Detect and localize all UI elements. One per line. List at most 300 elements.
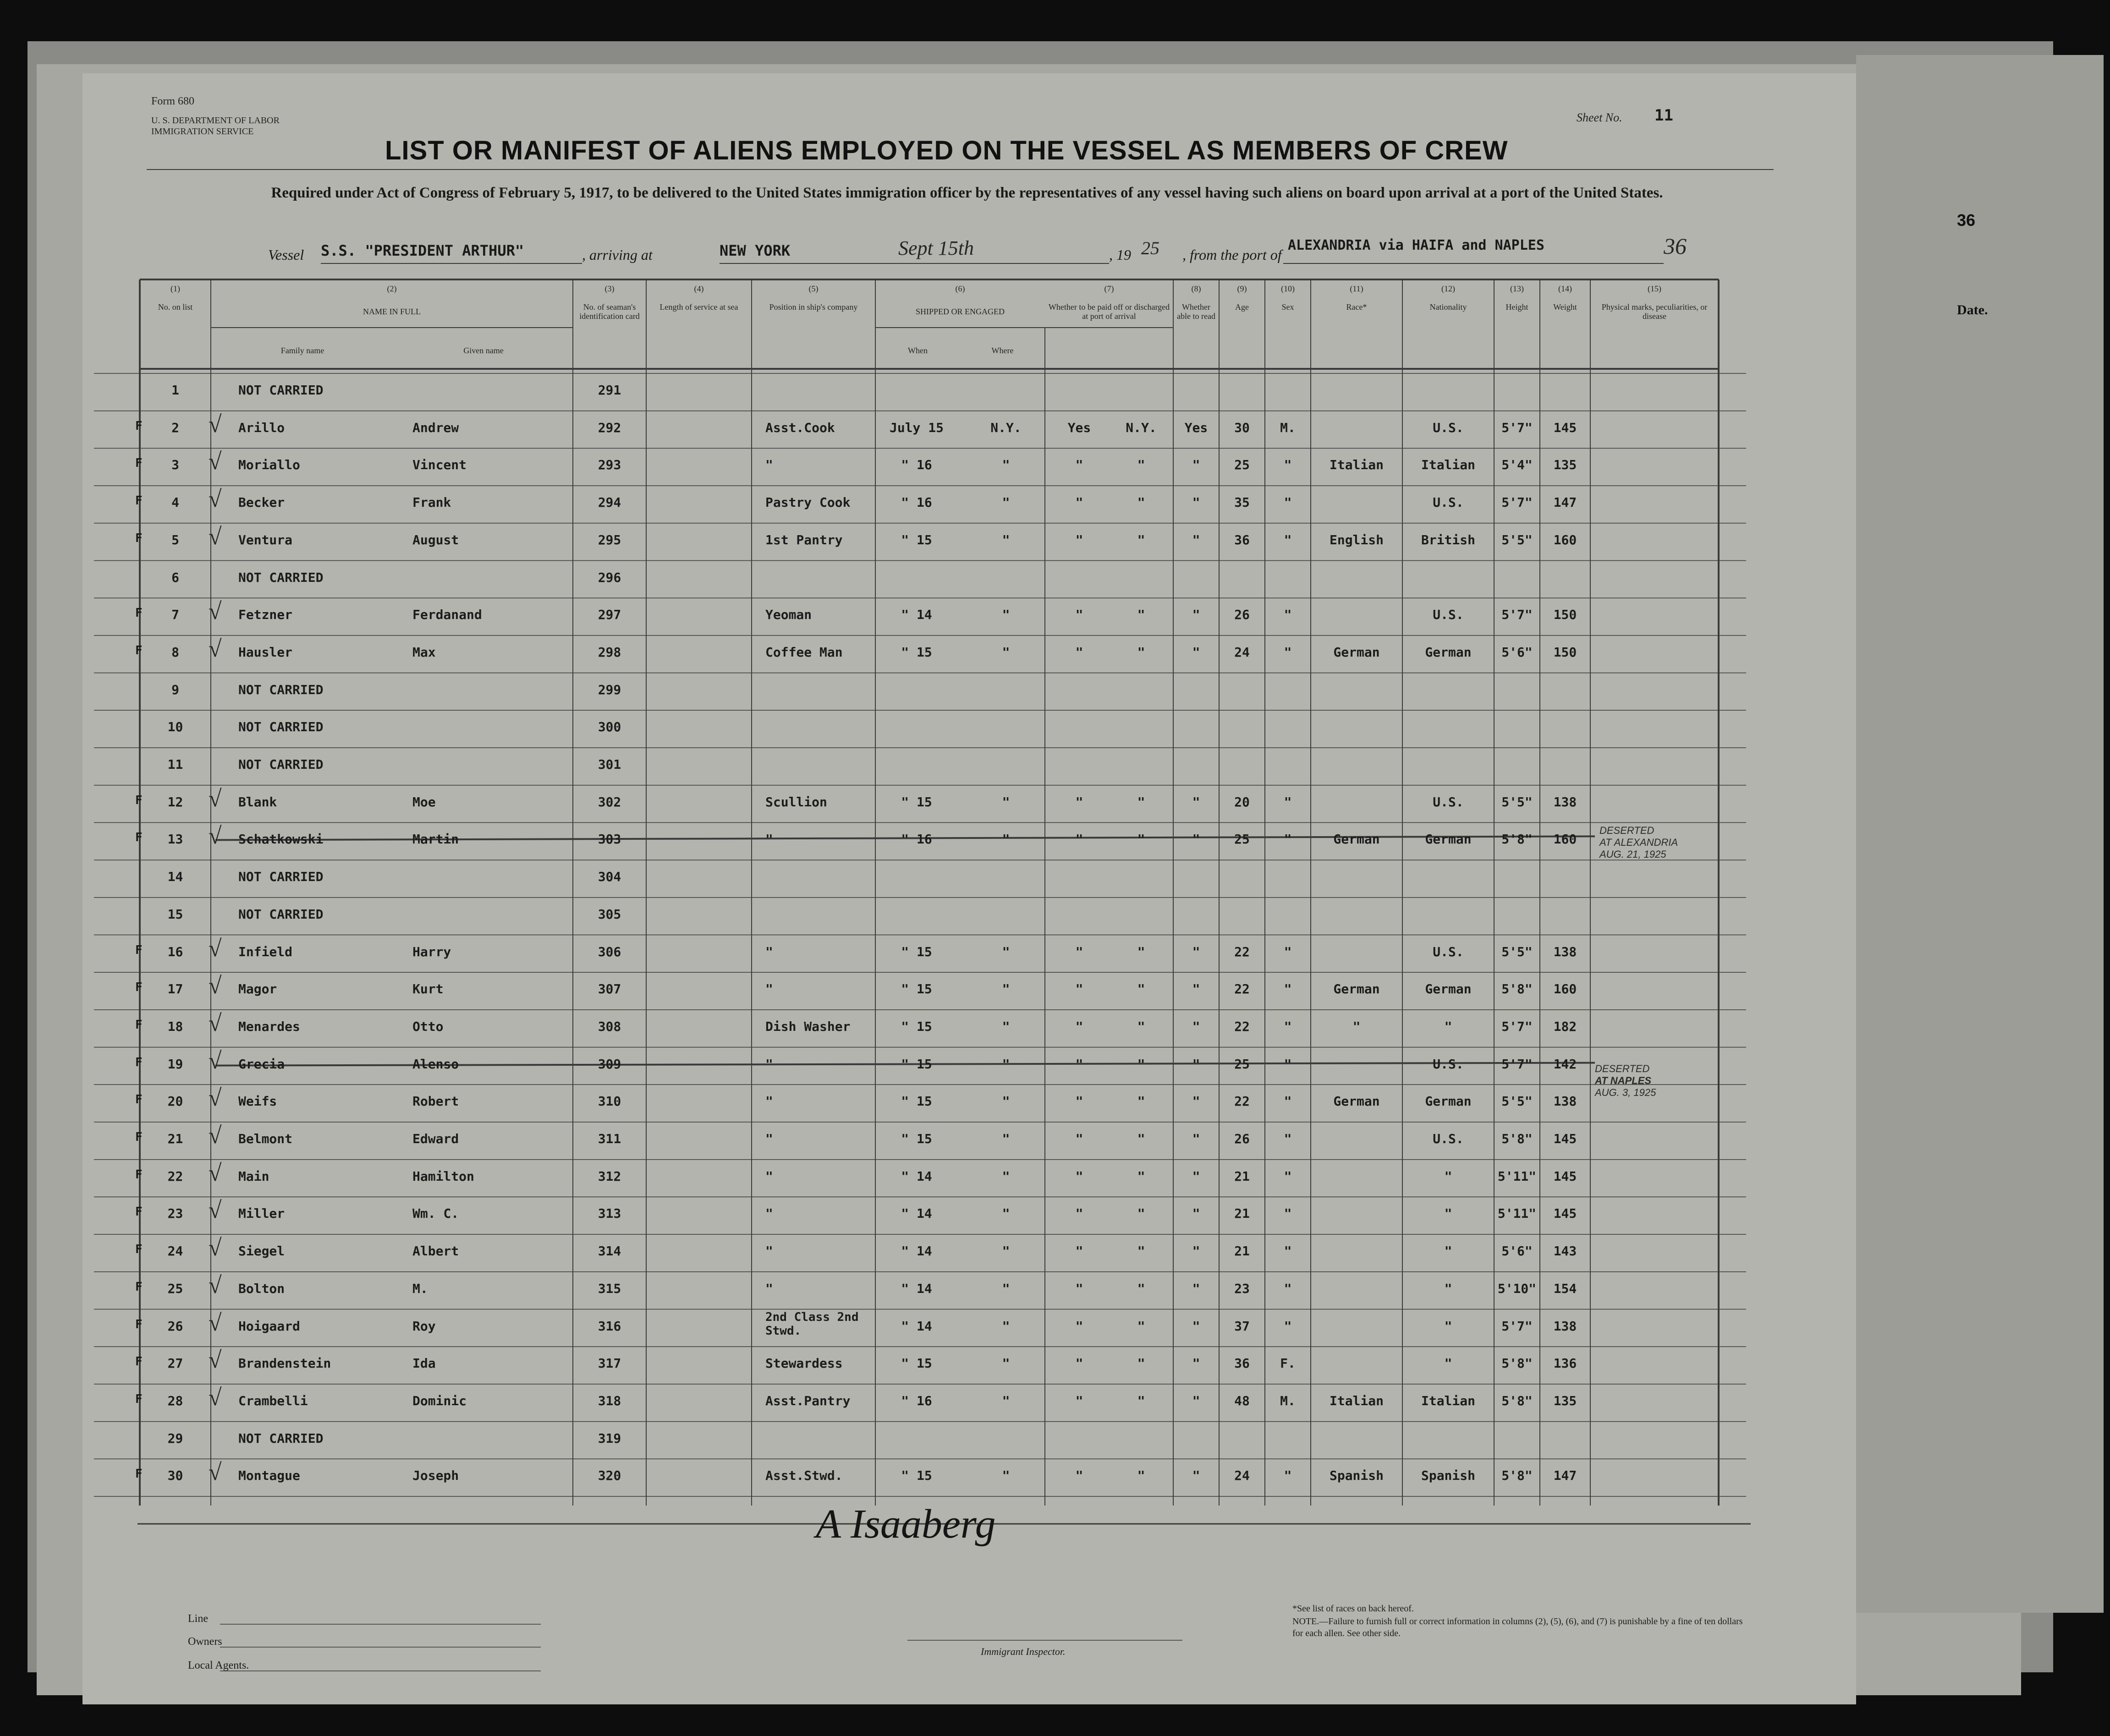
row-20-nat: German xyxy=(1425,1094,1472,1109)
row-3-read: " xyxy=(1192,457,1200,473)
row-25-nat: " xyxy=(1444,1281,1452,1296)
row-18-weight: 182 xyxy=(1553,1019,1577,1034)
row-22-age: 21 xyxy=(1234,1168,1250,1184)
row-28-pos: Asst.Pantry xyxy=(765,1393,851,1408)
check-mark: √ xyxy=(209,1235,222,1261)
row-8-given: Max xyxy=(412,644,436,660)
row-26-read: " xyxy=(1192,1318,1200,1334)
margin-f-mark: F xyxy=(135,831,143,845)
row-4-card: 294 xyxy=(598,495,621,510)
row-30-family: Montague xyxy=(238,1468,300,1484)
row-17-given: Kurt xyxy=(412,981,444,997)
row-24-height: 5'6" xyxy=(1501,1243,1533,1259)
row-3-when: " 16 xyxy=(901,457,932,473)
row-30-pos: Asst.Stwd. xyxy=(765,1468,843,1484)
row-1-card: 291 xyxy=(598,383,621,398)
row-4-when: " 16 xyxy=(901,495,932,510)
row-23-paid: " xyxy=(1075,1206,1083,1221)
row-17-read: " xyxy=(1192,981,1200,997)
departure-port: ALEXANDRIA via HAIFA and NAPLES xyxy=(1288,237,1544,253)
manifest-title: LIST OR MANIFEST OF ALIENS EMPLOYED ON THE VESSEL AS MEMBERS OF CREW xyxy=(385,136,1508,165)
row-3-where: " xyxy=(1002,457,1010,473)
row-16-card: 306 xyxy=(598,944,621,959)
table-rules xyxy=(82,73,1856,1704)
check-mark: √ xyxy=(209,411,222,438)
row-18-pos: Dish Washer xyxy=(765,1019,851,1034)
row-6-no: 6 xyxy=(171,570,179,585)
row-13-height: 5'8" xyxy=(1501,832,1533,847)
row-22-paid: " xyxy=(1075,1168,1083,1184)
row-19-sex: " xyxy=(1284,1056,1292,1072)
row-16-where: " xyxy=(1002,944,1010,959)
row-19-paid: " xyxy=(1075,1056,1083,1072)
footer-penalty-note: NOTE.—Failure to furnish full or correct information in columns (2), (5), (6), and (7) is punishable by a fine of ten dollars for each allen. See other side. xyxy=(1292,1616,1743,1638)
row-27-family: Brandenstein xyxy=(238,1356,331,1371)
column-number-15: (15) xyxy=(1648,284,1661,293)
row-28-nat: Italian xyxy=(1421,1393,1475,1408)
row-25-age: 23 xyxy=(1234,1281,1250,1296)
row-5-pos: 1st Pantry xyxy=(765,532,843,548)
margin-f-mark: F xyxy=(135,1317,143,1331)
row-2-sex: M. xyxy=(1280,420,1296,435)
column-header-15: Physical marks, peculiarities, or disease xyxy=(1601,302,1708,321)
row-7-age: 26 xyxy=(1234,607,1250,623)
row-28-paid_at: " xyxy=(1137,1393,1145,1408)
row-22-when: " 14 xyxy=(901,1168,932,1184)
row-19-family: Grecia xyxy=(238,1056,285,1072)
row-19-where: " xyxy=(1002,1056,1010,1072)
margin-f-mark: F xyxy=(135,980,143,995)
row-21-no: 21 xyxy=(167,1131,183,1146)
row-22-pos: " xyxy=(765,1168,773,1184)
column-header-13: Height xyxy=(1506,302,1528,312)
row-2-given: Andrew xyxy=(412,420,459,435)
row-13-when: " 16 xyxy=(901,832,932,847)
row-3-pos: " xyxy=(765,457,773,473)
row-5-given: August xyxy=(412,532,459,548)
margin-f-mark: F xyxy=(135,1355,143,1369)
manifest-page xyxy=(82,73,1856,1704)
row-26-given: Roy xyxy=(412,1318,436,1334)
row-13-where: " xyxy=(1002,832,1010,847)
check-mark: √ xyxy=(209,1160,222,1186)
row-5-where: " xyxy=(1002,532,1010,548)
column-number-1: (1) xyxy=(170,284,180,293)
column-header-3: No. of seaman's identification card xyxy=(579,302,640,321)
row-4-sex: " xyxy=(1284,495,1292,510)
row-16-nat: U.S. xyxy=(1433,944,1464,959)
row-28-when: " 16 xyxy=(901,1393,932,1408)
row-17-nat: German xyxy=(1425,981,1472,997)
row-15-no: 15 xyxy=(167,906,183,922)
row-26-card: 316 xyxy=(598,1318,621,1334)
column-header-12: Nationality xyxy=(1429,302,1467,312)
row-13-race: German xyxy=(1333,832,1380,847)
row-7-where: " xyxy=(1002,607,1010,623)
row-29-card: 319 xyxy=(598,1430,621,1446)
row-30-when: " 15 xyxy=(901,1468,932,1484)
check-mark: √ xyxy=(209,486,222,513)
row-18-no: 18 xyxy=(167,1019,183,1034)
row-23-no: 23 xyxy=(167,1206,183,1221)
row-28-card: 318 xyxy=(598,1393,621,1408)
row-17-age: 22 xyxy=(1234,981,1250,997)
row-3-family: Moriallo xyxy=(238,457,300,473)
row-25-card: 315 xyxy=(598,1281,621,1296)
row-27-read: " xyxy=(1192,1356,1200,1371)
row-30-weight: 147 xyxy=(1553,1468,1577,1484)
row-5-age: 36 xyxy=(1234,532,1250,548)
manifest-subtitle: Required under Act of Congress of February 5, 1917, to be delivered to the United States immigration officer by the representatives of any vessel having such aliens on board upon arrival at a port of the United States. xyxy=(271,185,1663,201)
row-12-where: " xyxy=(1002,794,1010,810)
row-13-given: Martin xyxy=(412,832,459,847)
row-16-pos: " xyxy=(765,944,773,959)
row-23-when: " 14 xyxy=(901,1206,932,1221)
row-28-age: 48 xyxy=(1234,1393,1250,1408)
row-12-family: Blank xyxy=(238,794,277,810)
row-16-no: 16 xyxy=(167,944,183,959)
row-8-height: 5'6" xyxy=(1501,644,1533,660)
row-3-age: 25 xyxy=(1234,457,1250,473)
row-12-sex: " xyxy=(1284,794,1292,810)
row-23-pos: " xyxy=(765,1206,773,1221)
row-27-given: Ida xyxy=(412,1356,436,1371)
row-25-where: " xyxy=(1002,1281,1010,1296)
row-28-family: Crambelli xyxy=(238,1393,308,1408)
row-26-where: " xyxy=(1002,1318,1010,1334)
column-number-8: (8) xyxy=(1191,284,1201,293)
row-27-paid: " xyxy=(1075,1356,1083,1371)
row-4-weight: 147 xyxy=(1553,495,1577,510)
row-7-pos: Yeoman xyxy=(765,607,812,623)
row-7-paid: " xyxy=(1075,607,1083,623)
margin-f-mark: F xyxy=(135,531,143,545)
column-subheader-2-1: Family name xyxy=(280,346,324,355)
row-27-age: 36 xyxy=(1234,1356,1250,1371)
row-17-pos: " xyxy=(765,981,773,997)
row-18-age: 22 xyxy=(1234,1019,1250,1034)
row-8-paid: " xyxy=(1075,644,1083,660)
row-18-family: Menardes xyxy=(238,1019,300,1034)
row-26-weight: 138 xyxy=(1553,1318,1577,1334)
row-4-no: 4 xyxy=(171,495,179,510)
check-mark: √ xyxy=(209,1010,222,1036)
row-26-when: " 14 xyxy=(901,1318,932,1334)
row-24-sex: " xyxy=(1284,1243,1292,1259)
row-16-age: 22 xyxy=(1234,944,1250,959)
row-4-pos: Pastry Cook xyxy=(765,495,851,510)
inspector-signature: A Isaaberg xyxy=(816,1501,996,1547)
row-5-when: " 15 xyxy=(901,532,932,548)
row-3-no: 3 xyxy=(171,457,179,473)
margin-f-mark: F xyxy=(135,943,143,957)
row-12-weight: 138 xyxy=(1553,794,1577,810)
row-13-age: 25 xyxy=(1234,832,1250,847)
row-16-read: " xyxy=(1192,944,1200,959)
row-27-pos: Stewardess xyxy=(765,1356,843,1371)
row-25-read: " xyxy=(1192,1281,1200,1296)
row-7-card: 297 xyxy=(598,607,621,623)
row-28-race: Italian xyxy=(1329,1393,1384,1408)
row-25-sex: " xyxy=(1284,1281,1292,1296)
from-port-label: , from the port of xyxy=(1182,246,1282,263)
row-16-sex: " xyxy=(1284,944,1292,959)
row-3-card: 293 xyxy=(598,457,621,473)
row-19-nat: U.S. xyxy=(1433,1056,1464,1072)
row-11-no: 11 xyxy=(167,757,183,772)
row-24-paid: " xyxy=(1075,1243,1083,1259)
row-23-nat: " xyxy=(1444,1206,1452,1221)
row-20-paid_at: " xyxy=(1137,1094,1145,1109)
row-23-given: Wm. C. xyxy=(412,1206,459,1221)
row-17-no: 17 xyxy=(167,981,183,997)
row-17-where: " xyxy=(1002,981,1010,997)
row-2-paid: Yes xyxy=(1067,420,1091,435)
row-25-given: M. xyxy=(412,1281,428,1296)
row-7-given: Ferdanand xyxy=(412,607,482,623)
row-30-race: Spanish xyxy=(1329,1468,1384,1484)
row-3-paid: " xyxy=(1075,457,1083,473)
row-3-weight: 135 xyxy=(1553,457,1577,473)
row-5-family: Ventura xyxy=(238,532,293,548)
row-26-nat: " xyxy=(1444,1318,1452,1334)
corner-number: 36 xyxy=(1664,233,1687,259)
vessel-name: S.S. "PRESIDENT ARTHUR" xyxy=(321,242,524,259)
row-2-height: 5'7" xyxy=(1501,420,1533,435)
row-30-card: 320 xyxy=(598,1468,621,1484)
row-26-paid_at: " xyxy=(1137,1318,1145,1334)
row-14-family: NOT CARRIED xyxy=(238,869,324,885)
row-25-weight: 154 xyxy=(1553,1281,1577,1296)
row-27-card: 317 xyxy=(598,1356,621,1371)
row-30-given: Joseph xyxy=(412,1468,459,1484)
row-30-paid_at: " xyxy=(1137,1468,1145,1484)
form-department: U. S. DEPARTMENT OF LABOR xyxy=(151,115,280,126)
footer-race-note: *See list of races on back hereof. xyxy=(1292,1604,1414,1614)
row-16-paid_at: " xyxy=(1137,944,1145,959)
row-7-sex: " xyxy=(1284,607,1292,623)
margin-f-mark: F xyxy=(135,606,143,620)
row-2-when: July 15 xyxy=(889,420,944,435)
row-16-paid: " xyxy=(1075,944,1083,959)
row-23-age: 21 xyxy=(1234,1206,1250,1221)
underlying-sheet xyxy=(1856,55,2104,1613)
margin-f-mark: F xyxy=(135,1018,143,1032)
row-2-nat: U.S. xyxy=(1433,420,1464,435)
column-number-3: (3) xyxy=(604,284,615,293)
column-header-5: Position in ship's company xyxy=(769,302,858,312)
row-7-no: 7 xyxy=(171,607,179,623)
row-18-read: " xyxy=(1192,1019,1200,1034)
row-3-nat: Italian xyxy=(1421,457,1475,473)
row-23-weight: 145 xyxy=(1553,1206,1577,1221)
row-29-family: NOT CARRIED xyxy=(238,1430,324,1446)
row-20-weight: 138 xyxy=(1553,1094,1577,1109)
column-number-11: (11) xyxy=(1350,284,1363,293)
row-24-given: Albert xyxy=(412,1243,459,1259)
margin-f-mark: F xyxy=(135,1243,143,1257)
row-23-family: Miller xyxy=(238,1206,285,1221)
row-27-nat: " xyxy=(1444,1356,1452,1371)
row-12-paid: " xyxy=(1075,794,1083,810)
row-20-family: Weifs xyxy=(238,1094,277,1109)
check-mark: √ xyxy=(209,1309,222,1336)
arrival-date: Sept 15th xyxy=(898,237,974,259)
row-2-card: 292 xyxy=(598,420,621,435)
row-20-pos: " xyxy=(765,1094,773,1109)
row-7-when: " 14 xyxy=(901,607,932,623)
margin-f-mark: F xyxy=(135,456,143,471)
row-14-no: 14 xyxy=(167,869,183,885)
row-8-family: Hausler xyxy=(238,644,293,660)
row-2-age: 30 xyxy=(1234,420,1250,435)
row-22-paid_at: " xyxy=(1137,1168,1145,1184)
check-mark: √ xyxy=(209,523,222,550)
row-24-where: " xyxy=(1002,1243,1010,1259)
row-5-read: " xyxy=(1192,532,1200,548)
row-14-card: 304 xyxy=(598,869,621,885)
row-24-pos: " xyxy=(765,1243,773,1259)
row-30-height: 5'8" xyxy=(1501,1468,1533,1484)
row-4-where: " xyxy=(1002,495,1010,510)
row-7-height: 5'7" xyxy=(1501,607,1533,623)
row-19-no: 19 xyxy=(167,1056,183,1072)
margin-f-mark: F xyxy=(135,1467,143,1481)
row-18-height: 5'7" xyxy=(1501,1019,1533,1034)
row-20-no: 20 xyxy=(167,1094,183,1109)
year-value: 25 xyxy=(1141,238,1159,258)
margin-f-mark: F xyxy=(135,1130,143,1144)
row-18-nat: " xyxy=(1444,1019,1452,1034)
row-25-paid_at: " xyxy=(1137,1281,1145,1296)
row-8-no: 8 xyxy=(171,644,179,660)
row-9-card: 299 xyxy=(598,682,621,697)
row-18-given: Otto xyxy=(412,1019,444,1034)
row-19-read: " xyxy=(1192,1056,1200,1072)
deserted-note-1: DESERTED AT ALEXANDRIA AUG. 21, 1925 xyxy=(1599,825,1678,860)
row-17-paid_at: " xyxy=(1137,981,1145,997)
column-header-9: Age xyxy=(1235,302,1249,312)
row-8-weight: 150 xyxy=(1553,644,1577,660)
check-mark: √ xyxy=(209,449,222,475)
column-subheader-6-2: Where xyxy=(991,346,1014,355)
row-4-family: Becker xyxy=(238,495,285,510)
row-13-read: " xyxy=(1192,832,1200,847)
column-header-1: No. on list xyxy=(158,302,193,312)
row-7-paid_at: " xyxy=(1137,607,1145,623)
form-service: IMMIGRATION SERVICE xyxy=(151,126,254,137)
row-12-given: Moe xyxy=(412,794,436,810)
row-24-no: 24 xyxy=(167,1243,183,1259)
row-30-no: 30 xyxy=(167,1468,183,1484)
row-5-paid: " xyxy=(1075,532,1083,548)
row-26-paid: " xyxy=(1075,1318,1083,1334)
row-26-pos: 2nd Class 2nd Stwd. xyxy=(765,1310,859,1338)
row-17-family: Magor xyxy=(238,981,277,997)
row-21-family: Belmont xyxy=(238,1131,293,1146)
row-3-race: Italian xyxy=(1329,457,1384,473)
row-10-card: 300 xyxy=(598,719,621,735)
column-number-7: (7) xyxy=(1104,284,1114,293)
row-13-paid_at: " xyxy=(1137,832,1145,847)
margin-f-mark: F xyxy=(135,643,143,657)
row-8-card: 298 xyxy=(598,644,621,660)
row-16-given: Harry xyxy=(412,944,451,959)
row-21-paid_at: " xyxy=(1137,1131,1145,1146)
row-28-sex: M. xyxy=(1280,1393,1296,1408)
check-mark: √ xyxy=(209,973,222,999)
row-5-weight: 160 xyxy=(1553,532,1577,548)
row-19-height: 5'7" xyxy=(1501,1056,1533,1072)
row-16-when: " 15 xyxy=(901,944,932,959)
row-13-family: Schatkowski xyxy=(238,832,324,847)
row-12-height: 5'5" xyxy=(1501,794,1533,810)
row-21-card: 311 xyxy=(598,1131,621,1146)
row-20-read: " xyxy=(1192,1094,1200,1109)
sheet-number: 11 xyxy=(1654,106,1673,125)
row-2-read: Yes xyxy=(1184,420,1208,435)
margin-f-mark: F xyxy=(135,1055,143,1069)
row-28-given: Dominic xyxy=(412,1393,467,1408)
column-header-14: Weight xyxy=(1553,302,1577,312)
row-12-no: 12 xyxy=(167,794,183,810)
row-5-sex: " xyxy=(1284,532,1292,548)
row-17-card: 307 xyxy=(598,981,621,997)
row-20-where: " xyxy=(1002,1094,1010,1109)
margin-f-mark: F xyxy=(135,419,143,433)
row-21-sex: " xyxy=(1284,1131,1292,1146)
margin-f-mark: F xyxy=(135,793,143,807)
row-16-weight: 138 xyxy=(1553,944,1577,959)
row-8-age: 24 xyxy=(1234,644,1250,660)
row-25-when: " 14 xyxy=(901,1281,932,1296)
row-24-nat: " xyxy=(1444,1243,1452,1259)
row-20-given: Robert xyxy=(412,1094,459,1109)
check-mark: √ xyxy=(209,1272,222,1298)
column-header-7: Whether to be paid off or discharged at port of arrival xyxy=(1048,302,1170,321)
row-26-no: 26 xyxy=(167,1318,183,1334)
row-20-paid: " xyxy=(1075,1094,1083,1109)
row-22-no: 22 xyxy=(167,1168,183,1184)
row-20-sex: " xyxy=(1284,1094,1292,1109)
row-20-race: German xyxy=(1333,1094,1380,1109)
sheet-label: Sheet No. xyxy=(1577,111,1622,124)
row-17-height: 5'8" xyxy=(1501,981,1533,997)
row-29-no: 29 xyxy=(167,1430,183,1446)
row-4-given: Frank xyxy=(412,495,451,510)
row-10-no: 10 xyxy=(167,719,183,735)
row-24-paid_at: " xyxy=(1137,1243,1145,1259)
row-22-card: 312 xyxy=(598,1168,621,1184)
row-19-age: 25 xyxy=(1234,1056,1250,1072)
row-25-pos: " xyxy=(765,1281,773,1296)
row-30-paid: " xyxy=(1075,1468,1083,1484)
row-3-sex: " xyxy=(1284,457,1292,473)
row-15-card: 305 xyxy=(598,906,621,922)
row-5-no: 5 xyxy=(171,532,179,548)
row-4-paid: " xyxy=(1075,495,1083,510)
row-28-no: 28 xyxy=(167,1393,183,1408)
row-4-height: 5'7" xyxy=(1501,495,1533,510)
column-header-11: Race* xyxy=(1346,302,1367,312)
row-6-family: NOT CARRIED xyxy=(238,570,324,585)
row-24-age: 21 xyxy=(1234,1243,1250,1259)
footer-inspector-label: Immigrant Inspector. xyxy=(981,1646,1066,1657)
row-12-card: 302 xyxy=(598,794,621,810)
row-22-given: Hamilton xyxy=(412,1168,474,1184)
footer-agents-label: Local Agents. xyxy=(188,1659,249,1671)
row-21-read: " xyxy=(1192,1131,1200,1146)
